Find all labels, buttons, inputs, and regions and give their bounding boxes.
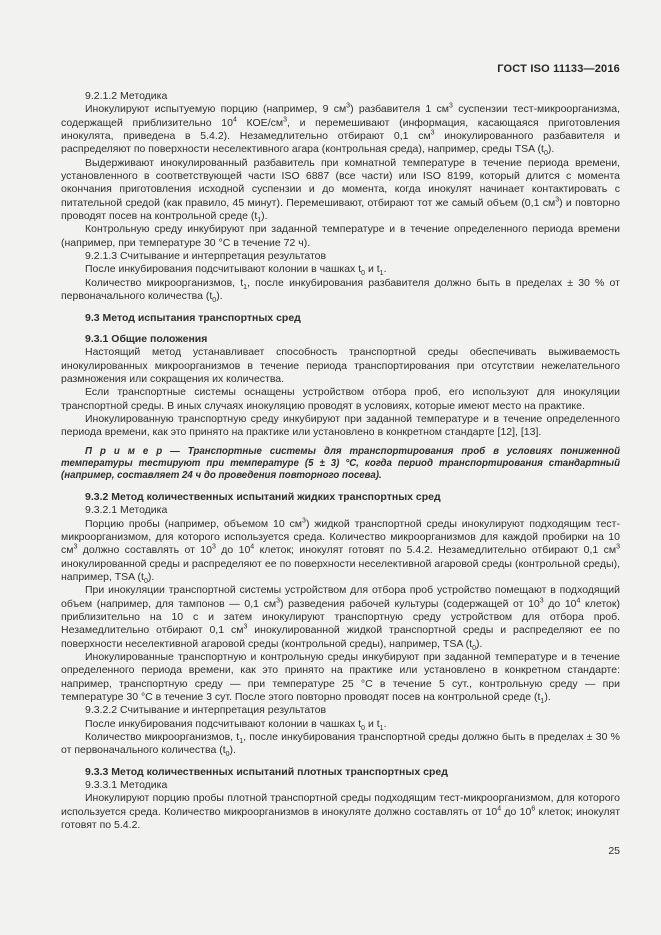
section-heading: 9.3 Метод испытания транспортных сред: [85, 311, 301, 324]
paragraph: Порцию пробы (например, объемом 10 $см^3$) жидкой транспортной среды инокулируют подходящим тест-микроорганизмом, для которого используется среда. Количество микроорганизмов для каждой пробирки на 10 $см^3$ должно составлять от $10^3$ до $10^4$ клеток; инокулят готовят по 5.4.2. Незамедлительно отбирают 0,1 $см^3$ инокулированной среды и распределяют ее по поверхности неселективной агаровой среды (контрольной среды), например, TSA $(t_0)$.: [61, 517, 620, 585]
page-number: 25: [608, 845, 620, 857]
subclause-heading: 9.2.1.2 Методика: [85, 90, 168, 102]
document-header-title: ГОСТ ISO 11133—2016: [497, 63, 620, 75]
document-body: [61, 90, 620, 832]
subclause-heading: 9.3.3.1 Методика: [85, 779, 168, 792]
subclause-heading: 9.3.2.2 Считывание и интерпретация результатов: [85, 704, 327, 717]
paragraph: После инкубирования подсчитывают колонии в чашках $t_0$ и $t_1$.: [85, 263, 387, 278]
paragraph: Выдерживают инокулированный разбавитель при комнатной температуре в течение периода времени, установленного в соответствующей части ISO 6887 (все части) или ISO 8199, который длится с момента окончания приготовления исходной суспензии и до момента, когда инокулят начинает контактировать с питательной средой (как правило, 45 минут). Перемешивают, отбирают тот же самый объем (0,1 $см^3$) и повторно проводят посев на контрольной среде $(t_1)$.: [61, 156, 620, 225]
example-note: П р и м е р — Транспортные системы для транспортирования проб в условиях пониженной температуры тестируют при температуре (5 ± 3) °С, когда период транспортирования стандартный (например, составляет 24 ч до проведения повторного посева).: [61, 445, 620, 482]
paragraph: При инокуляции транспортной системы устройством для отбора проб устройство помещают в подходящий объем (например, для тампонов — 0,1 $см^3$) разведения рабочей культуры (содержащей от $10^3$ до $10^4$ клеток) приблизительно на 10 с и затем инокулируют транспортную среду устройством для отбора проб. Незамедлительно отбирают 0,1 $см^3$ инокулированной жидкой транспортной среды и распределяют ее по поверхности неселективной агаровой среды (контрольной среды), например, TSA $(t_0)$.: [61, 584, 620, 652]
paragraph: Контрольную среду инкубируют при заданной температуре и в течение определенного периода времени (например, при температуре 30 °С в течение 72 ч).: [61, 223, 620, 249]
paragraph: Если транспортные системы оснащены устройством отбора проб, его используют для инокуляции транспортной среды. В иных случаях инокуляцию проводят в условиях, которые имеют место на практике.: [61, 386, 620, 412]
paragraph: Инокулируют порцию пробы плотной транспортной среды подходящим тест-микроорганизмом, для которого используется среда. Количество микроорганизмов в инокуляте должно составлять от $10^4$ до $10^6$ клеток; инокулят готовят по 5.4.2.: [61, 792, 620, 832]
paragraph: Настоящий метод устанавливает способность транспортной среды обеспечивать выживаемость инокулированных микроорганизмов в течение периода транспортирования при отсутствии нежелательного размножения или сокращения их количества.: [61, 346, 620, 385]
section-heading: 9.3.2 Метод количественных испытаний жидких транспортных сред: [85, 490, 441, 503]
section-heading: 9.3.1 Общие положения: [85, 332, 208, 345]
subclause-heading: 9.3.2.1 Методика: [85, 504, 168, 517]
paragraph: Количество микроорганизмов, $t_1$, после инкубирования разбавителя должно быть в пределах ± 30 % от первоначального количества $(t_0)$.: [61, 276, 620, 305]
section-heading: 9.3.3 Метод количественных испытаний плотных транспортных сред: [85, 765, 448, 778]
paragraph: После инкубирования подсчитывают колонии в чашках $t_0$ и $t_1$.: [85, 717, 387, 732]
paragraph: Инокулируют испытуемую порцию (например, 9 $см^3$) разбавителя 1 $см^3$ суспензии тест-микроорганизма, содержащей приблизительно $10^4$ КОЕ/$см^3$, и перемешивают (информация, касающаяся приготовления инокулята, приведена в 5.4.2). Незамедлительно отбирают 0,1 $см^3$ инокулированного разбавителя и распределяют по поверхности неселективного агара (контрольная среда), например, среды TSA $(t_0)$.: [61, 102, 620, 158]
paragraph: Количество микроорганизмов, $t_1$, после инкубирования транспортной среды должно быть в пределах ± 30 % от первоначального количества $(t_0)$.: [61, 731, 620, 759]
paragraph: Инокулированные транспортную и контрольную среды инкубируют при заданной температуре и в течение определенного периода времени, как это принято на практике или установлено в конкретном стандарте: например, транспортную среду — при температуре 25 °С в течение 5 сут., контрольную среду — при температуре 30 °С в течение 3 сут. После этого повторно проводят посев на контрольной среде $(t_1)$.: [61, 650, 620, 706]
subclause-heading: 9.2.1.3 Считывание и интерпретация результатов: [85, 250, 327, 263]
paragraph: Инокулированную транспортную среду инкубируют при заданной температуре и в течение определенного периода времени, как это принято на практике или установлено в конкретном стандарте [12], [13].: [61, 412, 620, 439]
